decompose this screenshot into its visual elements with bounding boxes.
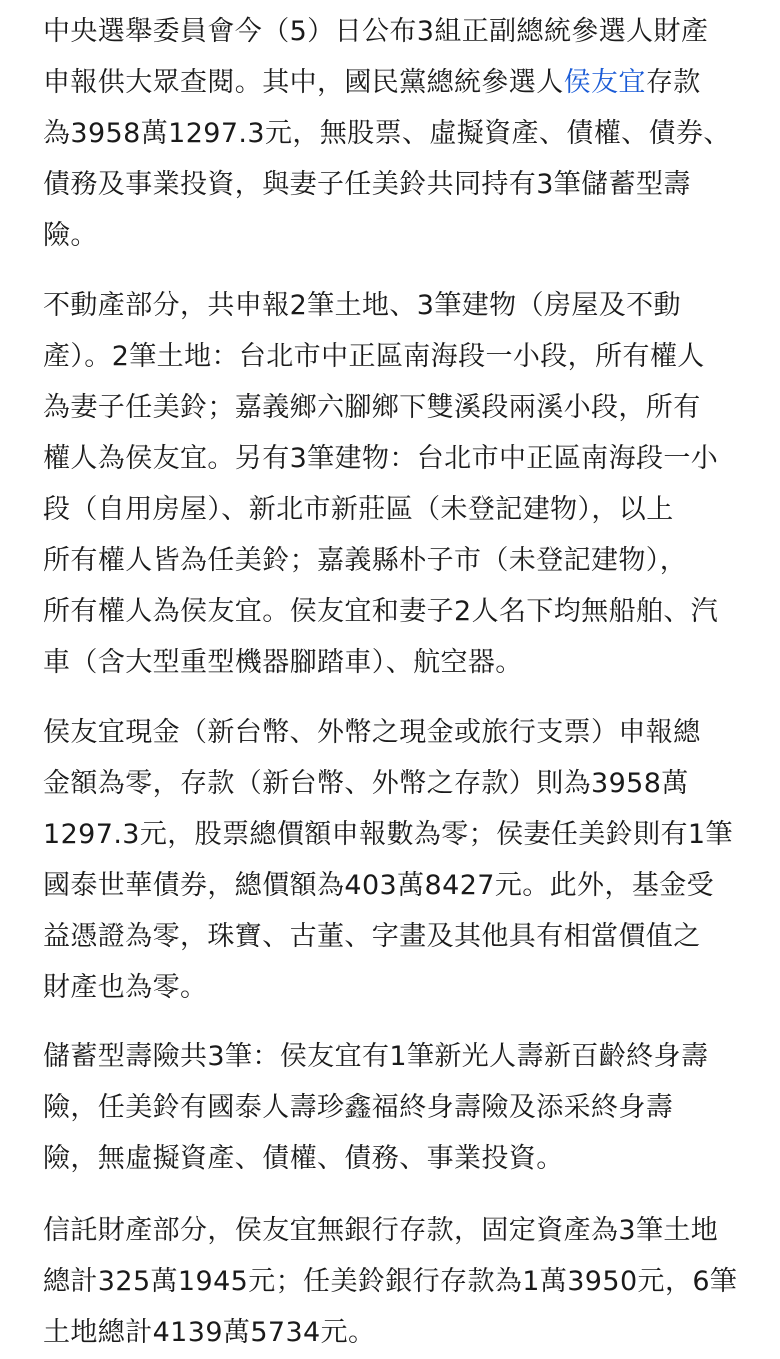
text-segment: 不動產部分，共申報2筆土地、3筆建物（房屋及不動: [43, 290, 681, 321]
text-line: [43, 586, 743, 637]
text-line: [43, 280, 743, 331]
text-segment: 所有權人為侯友宜。侯友宜和妻子2人名下均無船舶、汽: [43, 596, 719, 627]
text-line: [43, 809, 743, 860]
text-line: [43, 758, 743, 809]
text-line: [43, 1031, 743, 1082]
text-line: [43, 1205, 743, 1256]
text-segment: 儲蓄型壽險共3筆：侯友宜有1筆新光人壽新百齡終身壽: [43, 1041, 709, 1072]
text-line: [43, 1133, 743, 1184]
text-segment: 險，任美鈴有國泰人壽珍鑫福終身壽險及添采終身壽: [43, 1092, 674, 1123]
text-line: [43, 962, 743, 1013]
text-segment: 土地總計4139萬5734元。: [43, 1317, 376, 1348]
text-segment: 險。: [43, 220, 98, 251]
text-line: [43, 108, 743, 159]
text-line: [43, 1256, 743, 1307]
text-line: [43, 911, 743, 962]
text-segment: 國泰世華債券，總價額為403萬8427元。此外，基金受: [43, 870, 715, 901]
text-line: [43, 484, 743, 535]
text-line: [43, 1082, 743, 1133]
text-segment: 金額為零，存款（新台幣、外幣之存款）則為3958萬: [43, 768, 689, 799]
text-segment: 侯友宜現金（新台幣、外幣之現金或旅行支票）申報總: [43, 717, 701, 748]
text-line: [43, 6, 743, 57]
text-line: [43, 210, 743, 261]
text-segment: 信託財產部分，侯友宜無銀行存款，固定資產為3筆土地: [43, 1215, 719, 1246]
text-segment: 債務及事業投資，與妻子任美鈴共同持有3筆儲蓄型壽: [43, 169, 691, 200]
paragraph-trust-property: [43, 1205, 743, 1358]
text-segment: 車（含大型重型機器腳踏車）、航空器。: [43, 647, 523, 678]
paragraph-cash-deposits: [43, 707, 743, 1013]
paragraph-asset-declaration-intro: [43, 6, 743, 261]
text-segment: 段（自用房屋）、新北市新莊區（未登記建物），以上: [43, 494, 674, 525]
text-segment: 中央選舉委員會今（5）日公布3組正副總統參選人財產: [43, 16, 709, 47]
text-segment: 為3958萬1297.3元，無股票、虛擬資產、債權、債券、: [43, 118, 731, 149]
text-line: [43, 637, 743, 688]
text-segment: 權人為侯友宜。另有3筆建物：台北市中正區南海段一小: [43, 443, 719, 474]
text-line: [43, 433, 743, 484]
text-line: [43, 382, 743, 433]
text-segment: 產）。2筆土地：台北市中正區南海段一小段，所有權人: [43, 341, 705, 372]
paragraph-real-estate: [43, 280, 743, 688]
text-segment: 申報供大眾查閱。其中，國民黨總統參選人: [43, 67, 564, 98]
text-segment: 益憑證為零，珠寶、古董、字畫及其他具有相當價值之: [43, 921, 701, 952]
text-line: [43, 57, 743, 108]
text-segment: 總計325萬1945元；任美鈴銀行存款為1萬3950元，6筆: [43, 1266, 738, 1297]
text-segment: 財產也為零。: [43, 972, 208, 1003]
text-segment: 險，無虛擬資產、債權、債務、事業投資。: [43, 1143, 564, 1174]
text-line: [43, 159, 743, 210]
text-segment: 所有權人皆為任美鈴；嘉義縣朴子市（未登記建物），: [43, 545, 688, 576]
text-segment: 為妻子任美鈴；嘉義鄉六腳鄉下雙溪段兩溪小段，所有: [43, 392, 701, 423]
text-segment: 1297.3元，股票總價額申報數為零；侯妻任美鈴則有1筆: [43, 819, 733, 850]
text-line: [43, 707, 743, 758]
text-segment: 存款: [645, 67, 701, 98]
hou-you-yi-link[interactable]: 侯友宜: [563, 67, 646, 98]
paragraph-life-insurance: [43, 1031, 743, 1184]
text-line: [43, 331, 743, 382]
text-line: [43, 1307, 743, 1358]
text-line: [43, 860, 743, 911]
text-line: [43, 535, 743, 586]
